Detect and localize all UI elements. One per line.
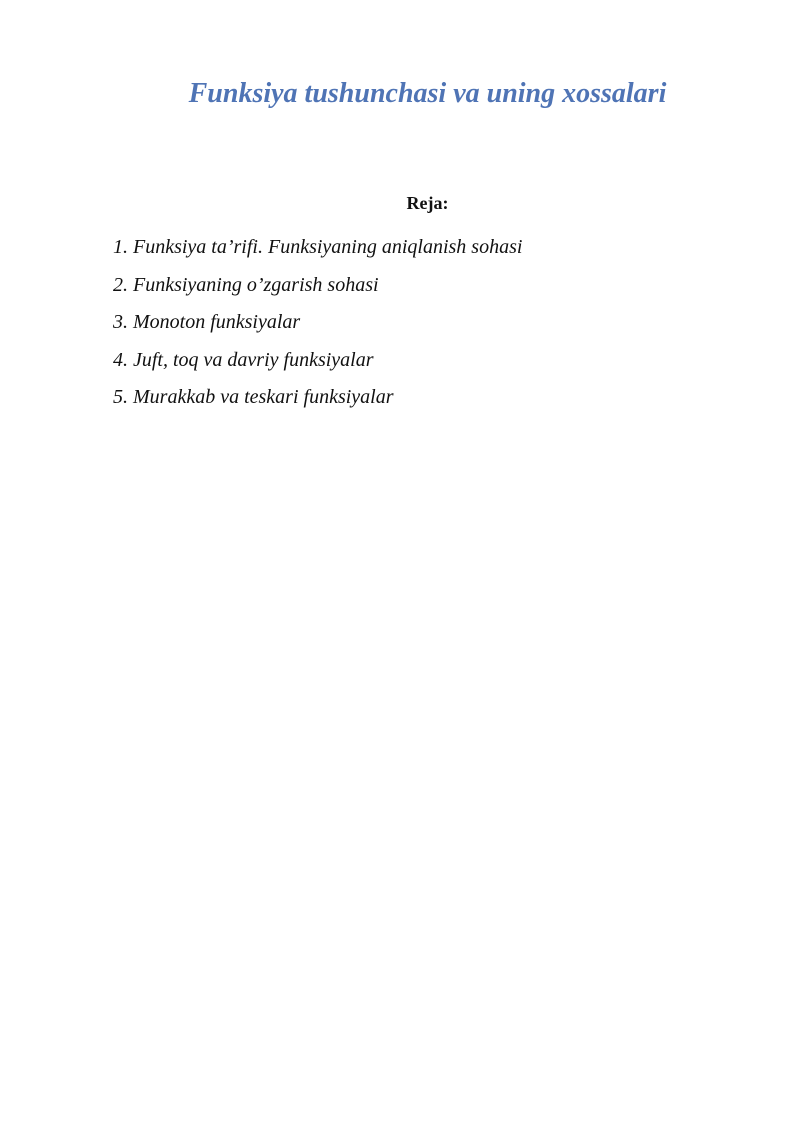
plan-item-number: 5. [113,386,128,408]
plan-item-text: Funksiyaning o’zgarish sohasi [133,273,379,296]
plan-item-text: Monoton funksiyalar [133,311,301,333]
plan-item-number: 4. [113,348,128,371]
plan-item-number: 3. [113,311,128,333]
plan-item-1 [113,233,522,271]
plan-item-2 [113,271,522,309]
plan-item-3 [113,308,522,346]
document-title: Funksiya tushunchasi va uning xossalari [188,78,667,109]
plan-item-text: Juft, toq va davriy funksiyalar [133,348,374,371]
plan-item-number: 2. [113,273,128,296]
plan-list [113,233,522,421]
plan-item-5 [113,383,522,421]
plan-item-4 [113,346,522,384]
plan-heading: Reja: [406,193,449,213]
plan-item-text: Funksiya ta’rifi. Funksiyaning aniqlanish sohasi [133,236,523,258]
plan-item-number: 1. [113,236,128,258]
plan-item-text: Murakkab va teskari funksiyalar [133,386,394,408]
